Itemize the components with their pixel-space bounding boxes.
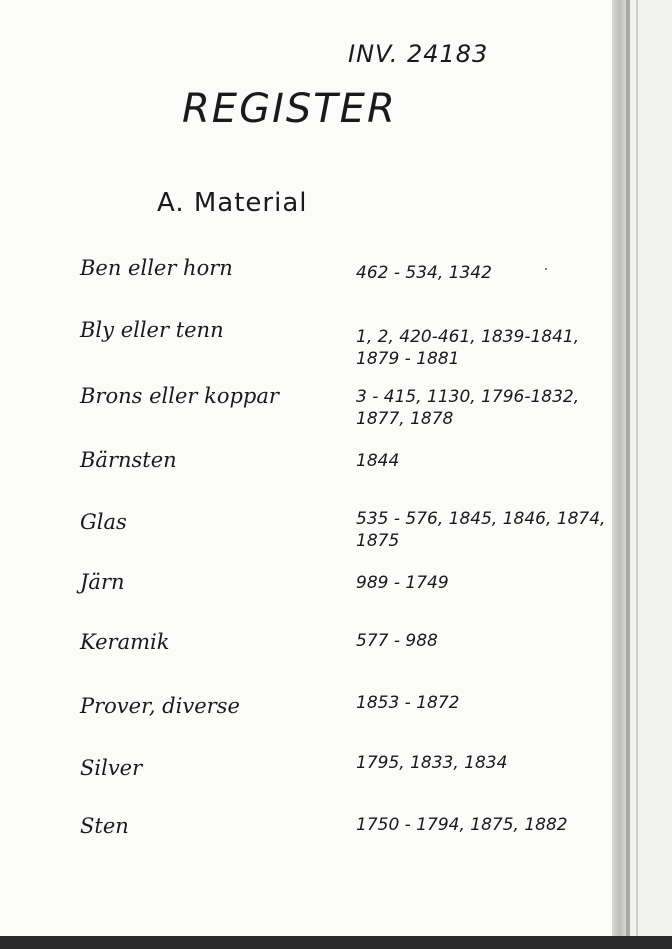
entry-name: Keramik xyxy=(80,630,170,654)
entry-refs: 1795, 1833, 1834 xyxy=(356,753,508,773)
entry-refs: 1750 - 1794, 1875, 1882 xyxy=(356,815,568,835)
page-title: REGISTER xyxy=(182,86,397,132)
entry-name: Glas xyxy=(80,510,127,534)
entry-name: Silver xyxy=(80,756,143,780)
ink-dot xyxy=(545,268,547,270)
page-edge-line xyxy=(636,0,638,949)
entry-name: Järn xyxy=(80,570,125,594)
entry-refs: 3 - 415, 1130, 1796-1832, 1877, 1878 xyxy=(356,387,580,429)
entry-refs: 989 - 1749 xyxy=(356,573,449,593)
entry-refs: 577 - 988 xyxy=(356,631,438,651)
entry-name: Ben eller horn xyxy=(80,256,233,280)
entry-name: Bärnsten xyxy=(80,448,177,472)
inventory-number: INV. 24183 xyxy=(348,40,489,68)
entry-name: Sten xyxy=(80,814,129,838)
book-spine-line xyxy=(626,0,630,949)
entry-refs: 1844 xyxy=(356,451,400,471)
entry-refs: 535 - 576, 1845, 1846, 1874, 1875 xyxy=(356,509,606,551)
entry-refs: 462 - 534, 1342 xyxy=(356,263,492,283)
entry-refs: 1853 - 1872 xyxy=(356,693,460,713)
entry-name: Prover, diverse xyxy=(80,694,240,718)
entry-refs: 1, 2, 420-461, 1839-1841, 1879 - 1881 xyxy=(356,327,580,369)
section-heading: A. Material xyxy=(157,188,308,218)
bottom-border xyxy=(0,936,672,949)
entry-name: Brons eller koppar xyxy=(80,384,279,408)
entry-name: Bly eller tenn xyxy=(80,318,224,342)
